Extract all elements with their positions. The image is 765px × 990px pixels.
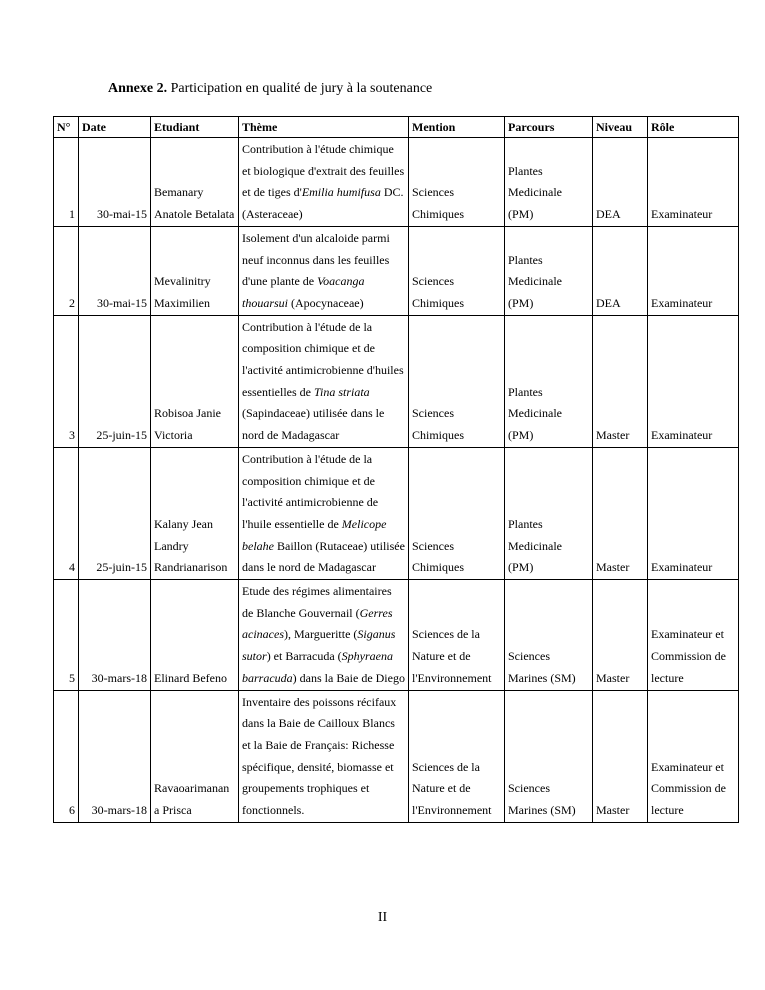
cell-niveau: DEA (593, 226, 648, 315)
cell-num: 3 (54, 315, 79, 447)
cell-parcours: Sciences Marines (SM) (505, 690, 593, 822)
cell-mention: Sciences Chimiques (409, 315, 505, 447)
header-num: N° (54, 117, 79, 138)
cell-student: Mevalinitry Maximilien (151, 226, 239, 315)
cell-student: Elinard Befeno (151, 580, 239, 691)
header-theme: Thème (239, 117, 409, 138)
cell-date: 30-mai-15 (79, 226, 151, 315)
cell-student: Bemanary Anatole Betalata (151, 138, 239, 227)
cell-num: 5 (54, 580, 79, 691)
cell-role: Examinateur (648, 315, 739, 447)
header-date: Date (79, 117, 151, 138)
cell-student: Kalany Jean Landry Randrianarison (151, 447, 239, 579)
header-niveau: Niveau (593, 117, 648, 138)
header-parcours: Parcours (505, 117, 593, 138)
cell-num: 6 (54, 690, 79, 822)
cell-date: 25-juin-15 (79, 447, 151, 579)
table-row (54, 580, 739, 691)
cell-date: 30-mai-15 (79, 138, 151, 227)
cell-theme: Isolement d'un alcaloide parmi neuf inconnus dans les feuilles d'une plante de Voacanga thouarsui (Apocynaceae) (239, 226, 409, 315)
annex-heading (108, 80, 432, 98)
cell-num: 4 (54, 447, 79, 579)
cell-parcours: Plantes Medicinale (PM) (505, 138, 593, 227)
cell-num: 2 (54, 226, 79, 315)
cell-date: 30-mars-18 (79, 580, 151, 691)
cell-parcours: Plantes Medicinale (PM) (505, 226, 593, 315)
cell-num: 1 (54, 138, 79, 227)
cell-student: Robisoa Janie Victoria (151, 315, 239, 447)
cell-mention: Sciences de la Nature et de l'Environnement (409, 690, 505, 822)
cell-mention: Sciences Chimiques (409, 138, 505, 227)
cell-theme: Contribution à l'étude de la composition chimique et de l'activité antimicrobienne d'huiles essentielles de Tina striata (Sapindaceae) utilisée dans le nord de Madagascar (239, 315, 409, 447)
cell-niveau: Master (593, 580, 648, 691)
cell-parcours: Plantes Medicinale (PM) (505, 315, 593, 447)
cell-mention: Sciences Chimiques (409, 226, 505, 315)
cell-theme: Inventaire des poissons récifaux dans la Baie de Cailloux Blancs et la Baie de Français: Richesse spécifique, densité, biomasse et groupements trophiques et fonctionnels. (239, 690, 409, 822)
cell-niveau: Master (593, 690, 648, 822)
table-header-row (54, 117, 739, 138)
cell-role: Examinateur et Commission de lecture (648, 580, 739, 691)
table-row (54, 138, 739, 227)
jury-table (53, 116, 739, 823)
annex-label: Annexe 2. (108, 81, 168, 96)
table-row (54, 690, 739, 822)
cell-theme: Contribution à l'étude de la composition chimique et de l'activité antimicrobienne de l'huile essentielle de Melicope belahe Baillon (Rutaceae) utilisée dans le nord de Madagascar (239, 447, 409, 579)
cell-date: 30-mars-18 (79, 690, 151, 822)
table-row (54, 315, 739, 447)
cell-theme: Contribution à l'étude chimique et biologique d'extrait des feuilles et de tiges d'Emilia humifusa DC. (Asteraceae) (239, 138, 409, 227)
cell-role: Examinateur (648, 226, 739, 315)
cell-theme: Etude des régimes alimentaires de Blanche Gouvernail (Gerres acinaces), Margueritte (Siganus sutor) et Barracuda (Sphyraena barracuda) dans la Baie de Diego (239, 580, 409, 691)
cell-mention: Sciences de la Nature et de l'Environnement (409, 580, 505, 691)
annex-title: Participation en qualité de jury à la soutenance (170, 81, 433, 96)
header-mention: Mention (409, 117, 505, 138)
cell-parcours: Sciences Marines (SM) (505, 580, 593, 691)
cell-role: Examinateur et Commission de lecture (648, 690, 739, 822)
cell-parcours: Plantes Medicinale (PM) (505, 447, 593, 579)
cell-niveau: Master (593, 447, 648, 579)
cell-date: 25-juin-15 (79, 315, 151, 447)
header-student: Etudiant (151, 117, 239, 138)
table-row (54, 447, 739, 579)
header-role: Rôle (648, 117, 739, 138)
cell-niveau: DEA (593, 138, 648, 227)
cell-role: Examinateur (648, 138, 739, 227)
cell-mention: Sciences Chimiques (409, 447, 505, 579)
page-number: II (377, 910, 388, 925)
table-row (54, 226, 739, 315)
cell-niveau: Master (593, 315, 648, 447)
cell-student: Ravaoarimanan a Prisca (151, 690, 239, 822)
cell-role: Examinateur (648, 447, 739, 579)
